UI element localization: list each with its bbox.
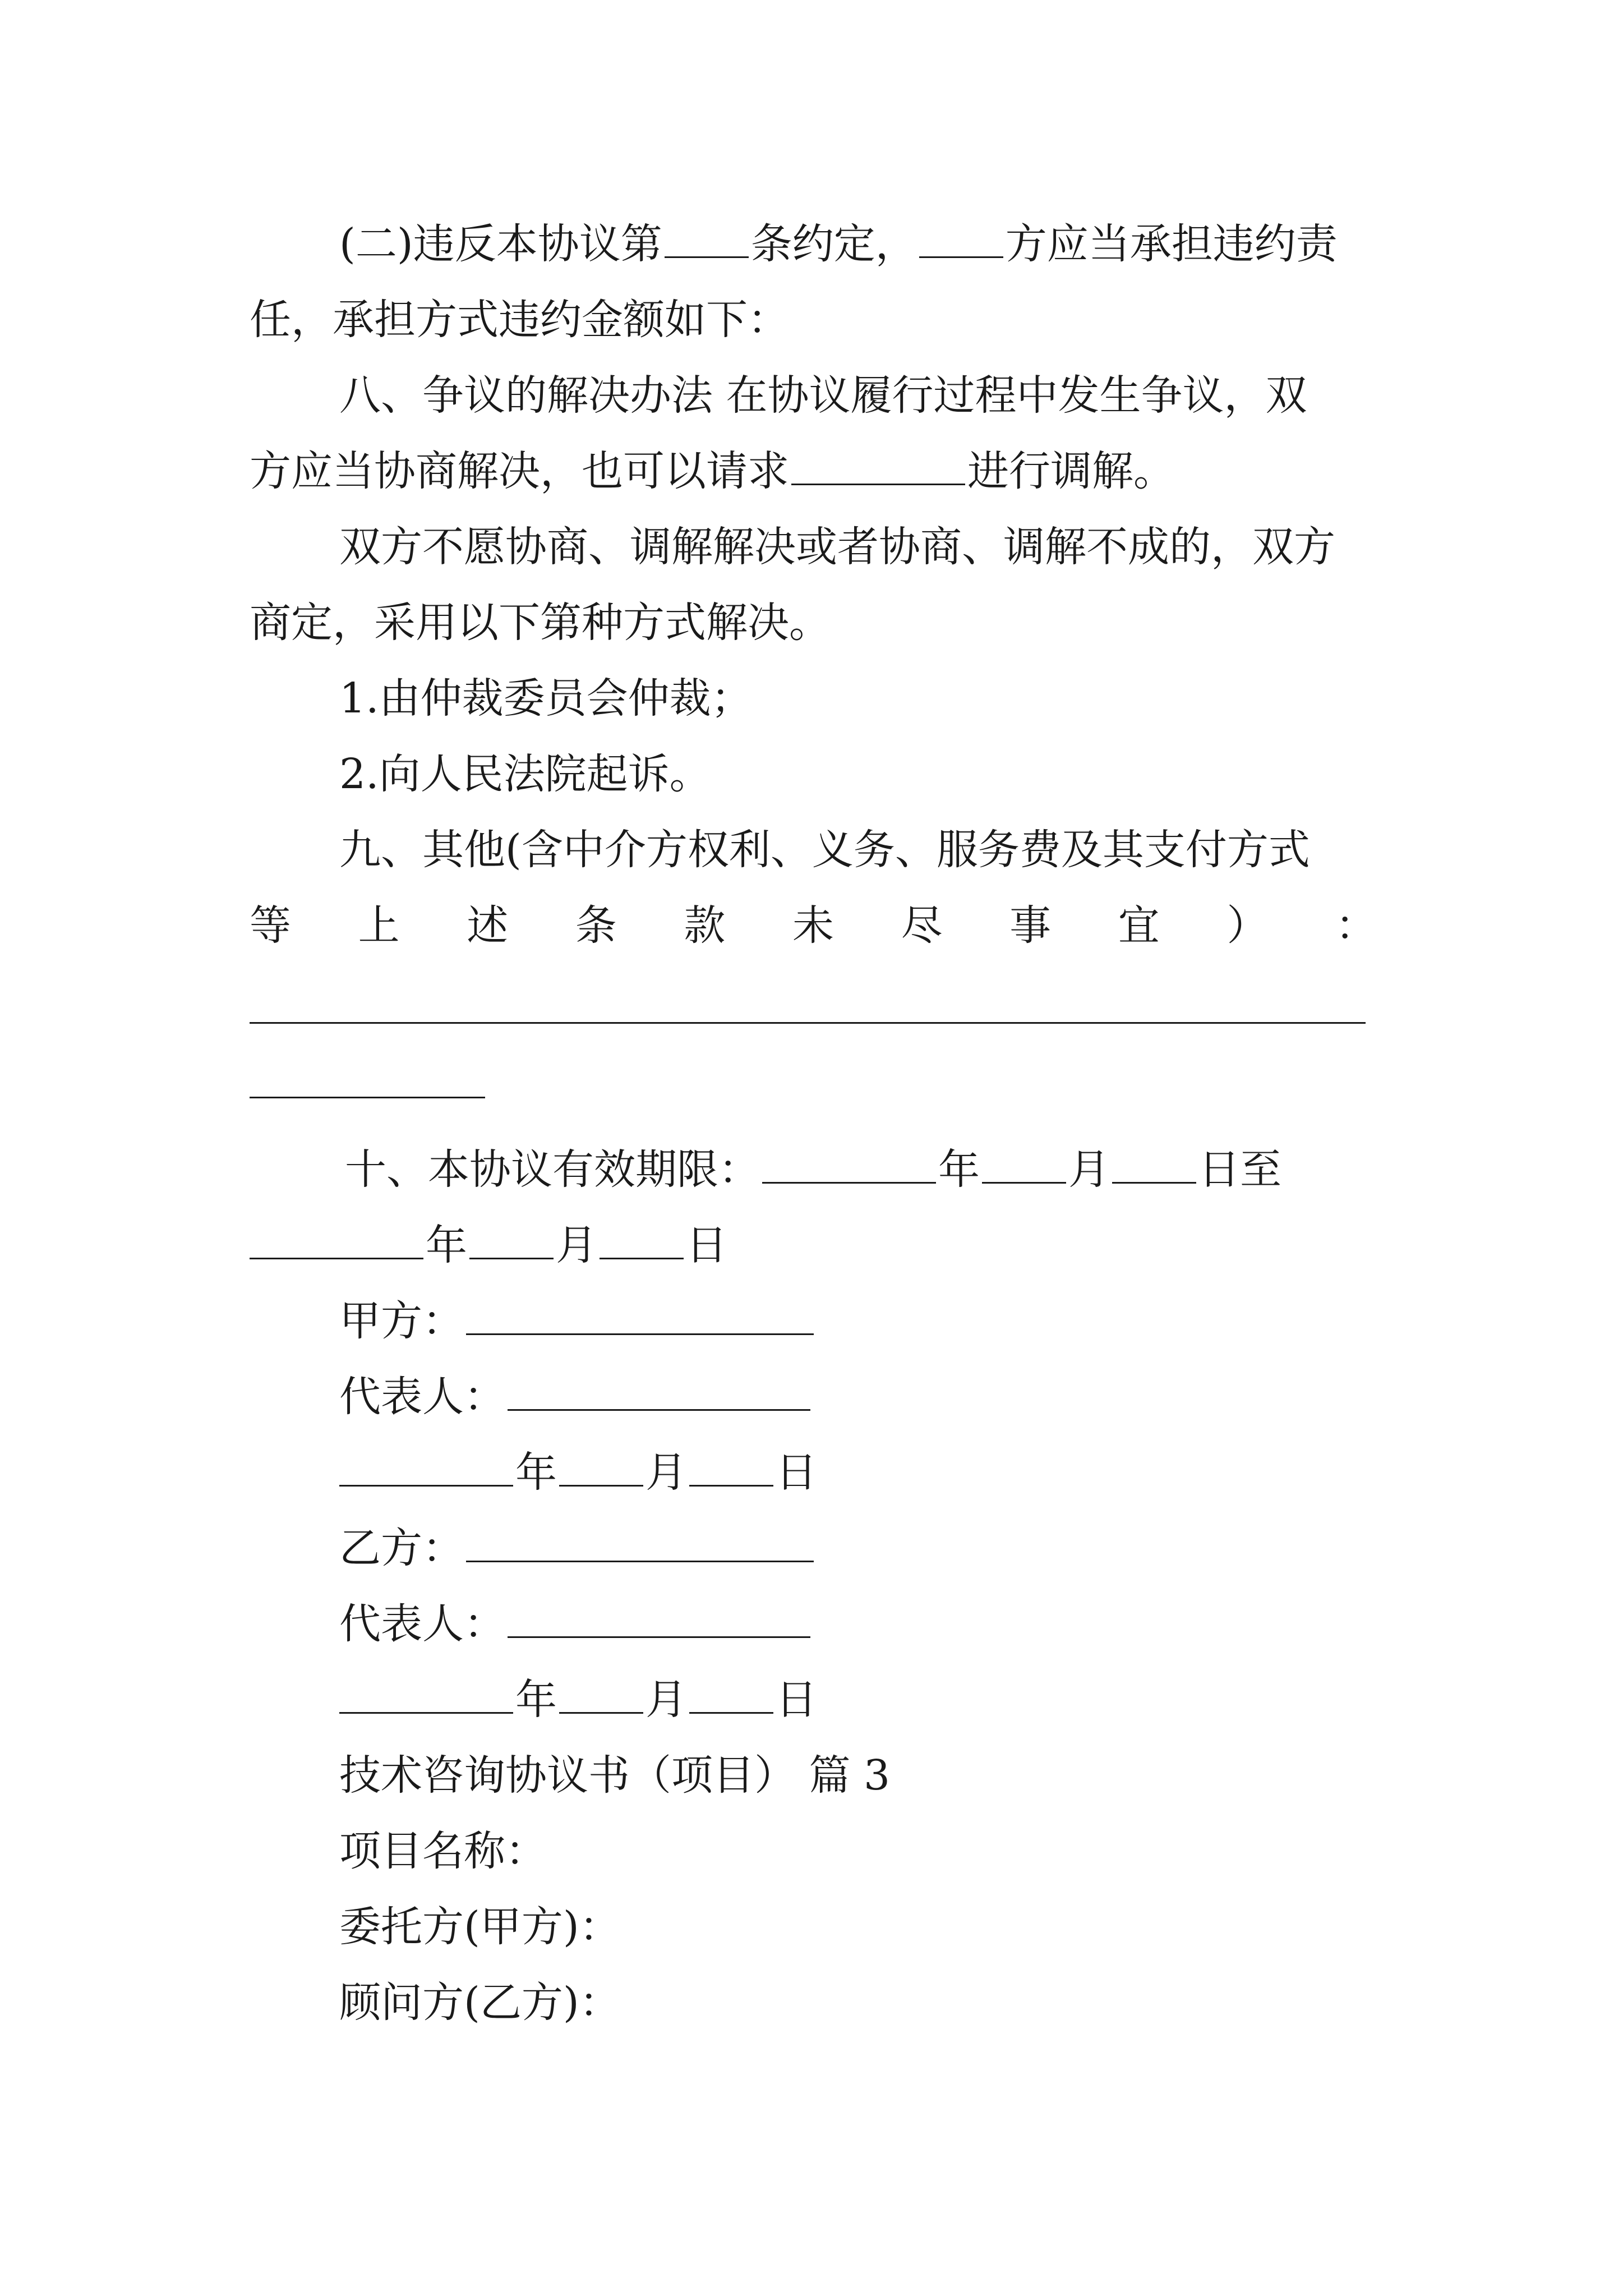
dispute-mediation-text-b: 进行调解。 <box>967 447 1175 495</box>
spread-char: 条 <box>575 901 617 950</box>
spread-char: 述 <box>467 901 509 950</box>
mediator-blank[interactable] <box>791 444 965 485</box>
project-name-field: 项目名称： <box>339 1827 547 1875</box>
party-b-rep-blank[interactable] <box>508 1597 810 1638</box>
party-b-line <box>339 1520 816 1576</box>
other-terms-fill-line-2[interactable] <box>250 1097 485 1098</box>
month-label: 月 <box>645 1448 687 1497</box>
validity-period-line2 <box>250 1217 727 1273</box>
dispute-mediation-line <box>250 443 1175 499</box>
validity-label: 十、本协议有效期限： <box>345 1145 760 1194</box>
spread-char: 未 <box>792 901 834 950</box>
party-b-label: 乙方： <box>339 1524 464 1572</box>
party-a-year-blank[interactable] <box>339 1446 513 1487</box>
end-year-blank[interactable] <box>250 1218 423 1259</box>
party-b-date-line <box>339 1672 817 1728</box>
spread-char: 上 <box>358 901 400 950</box>
breach-clause-line2: 任，承担方式违约金额如下： <box>250 296 789 344</box>
year-label: 年 <box>515 1676 557 1724</box>
party-a-label: 甲方： <box>339 1297 464 1345</box>
validity-period-line1 <box>345 1142 1281 1198</box>
day-to-label: 日至 <box>1198 1145 1281 1194</box>
consultant-field: 顾问方(乙方)： <box>339 1978 621 2027</box>
month-label: 月 <box>1068 1145 1110 1194</box>
month-label: 月 <box>645 1676 687 1724</box>
clause-number-blank[interactable] <box>665 217 749 258</box>
liable-party-blank[interactable] <box>919 217 1003 258</box>
other-terms-line2 <box>250 898 1377 954</box>
month-label: 月 <box>556 1221 597 1269</box>
party-b-month-blank[interactable] <box>559 1673 643 1714</box>
option-arbitration: 1.由仲裁委员会仲裁； <box>339 674 753 723</box>
party-b-year-blank[interactable] <box>339 1673 513 1714</box>
party-a-line <box>339 1293 816 1349</box>
next-doc-title: 技术咨询协议书（项目） 篇 3 <box>339 1751 891 1800</box>
start-day-blank[interactable] <box>1112 1143 1196 1184</box>
year-label: 年 <box>426 1221 467 1269</box>
breach-clause-text-c: 方应当承担违约责 <box>1005 220 1338 268</box>
spread-char: 尽 <box>901 901 943 950</box>
year-label: 年 <box>938 1145 980 1194</box>
breach-clause-text-a: (二)违反本协议第 <box>339 220 662 268</box>
spread-char: ） <box>1227 901 1269 950</box>
breach-clause-text-b: 条约定， <box>750 220 917 268</box>
day-label: 日 <box>776 1676 817 1724</box>
other-terms-line1: 九、其他(含中介方权利、义务、服务费及其支付方式 <box>339 826 1310 874</box>
option-court: 2.向人民法院起诉。 <box>339 750 711 798</box>
party-b-rep-label: 代表人： <box>339 1600 505 1648</box>
breach-clause-line1 <box>339 216 1338 272</box>
party-a-rep-label: 代表人： <box>339 1373 505 1421</box>
party-b-name-blank[interactable] <box>466 1521 814 1562</box>
spread-char: 等 <box>250 901 291 950</box>
client-field: 委托方(甲方)： <box>339 1903 621 1951</box>
end-month-blank[interactable] <box>469 1218 554 1259</box>
other-terms-fill-line-1[interactable] <box>250 1022 1366 1024</box>
dispute-heading-line: 八、争议的解决办法 在协议履行过程中发生争议，双 <box>339 371 1307 420</box>
spread-char: ： <box>1335 901 1377 950</box>
year-label: 年 <box>515 1448 557 1497</box>
spread-char: 款 <box>684 901 726 950</box>
spread-char: 宜 <box>1118 901 1160 950</box>
day-label: 日 <box>686 1221 727 1269</box>
spread-char: 事 <box>1009 901 1052 950</box>
party-a-month-blank[interactable] <box>559 1446 643 1487</box>
party-b-day-blank[interactable] <box>689 1673 773 1714</box>
dispute-fallback-line1: 双方不愿协商、调解解决或者协商、调解不成的，双方 <box>339 523 1335 571</box>
party-a-rep-blank[interactable] <box>508 1370 810 1411</box>
party-a-name-blank[interactable] <box>466 1294 814 1335</box>
start-year-blank[interactable] <box>762 1143 936 1184</box>
party-a-day-blank[interactable] <box>689 1446 773 1487</box>
dispute-mediation-text-a: 方应当协商解决，也可以请求 <box>250 447 789 495</box>
end-day-blank[interactable] <box>600 1218 684 1259</box>
party-b-rep-line <box>339 1596 813 1652</box>
party-a-rep-line <box>339 1369 813 1425</box>
day-label: 日 <box>776 1448 817 1497</box>
start-month-blank[interactable] <box>982 1143 1066 1184</box>
dispute-fallback-line2: 商定，采用以下第种方式解决。 <box>250 599 831 647</box>
party-a-date-line <box>339 1444 817 1501</box>
